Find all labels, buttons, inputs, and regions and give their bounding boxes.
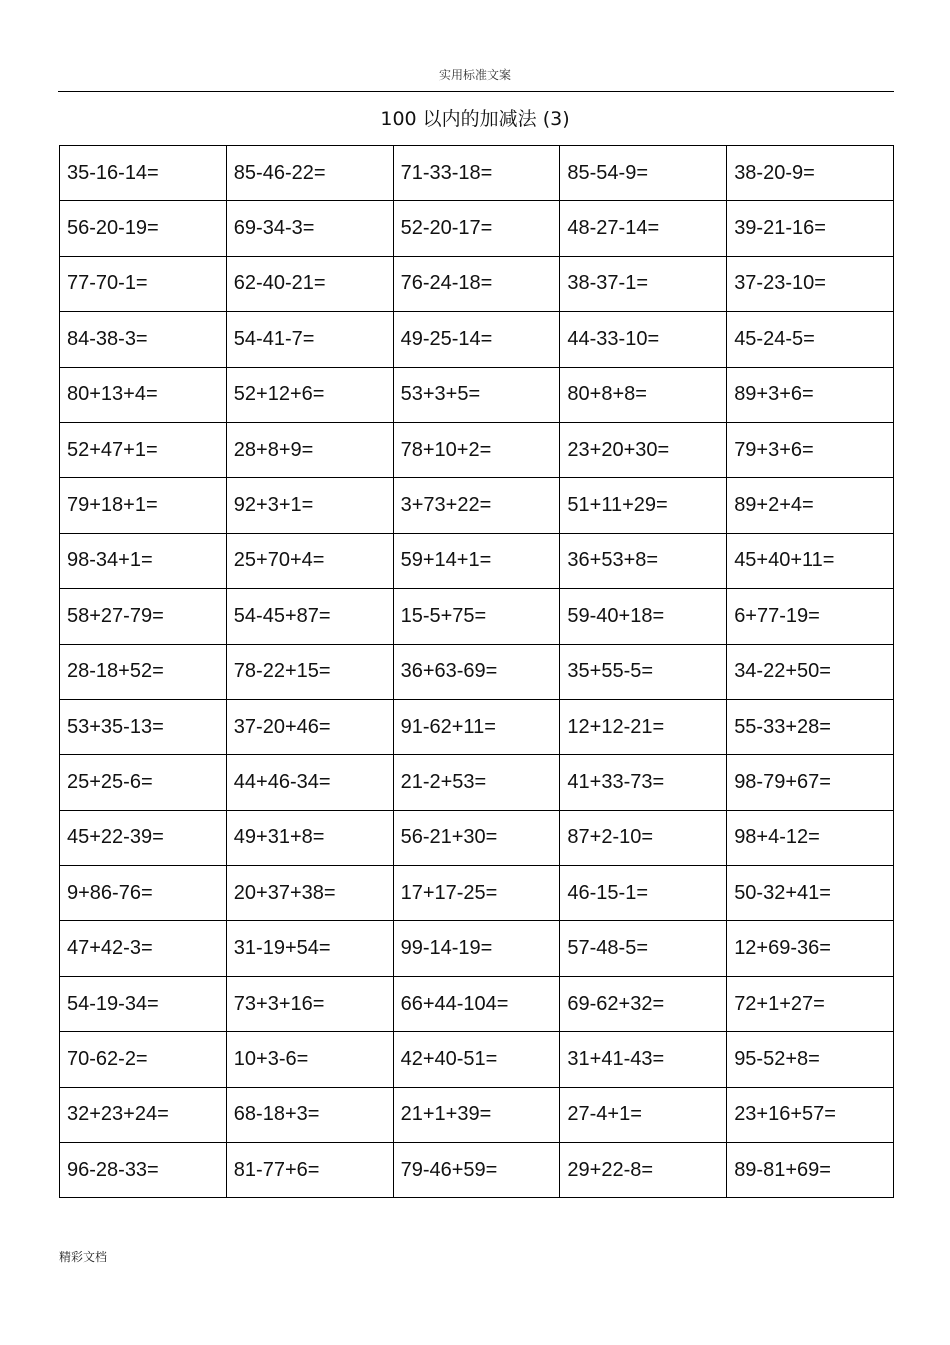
problem-cell: 23+20+30= bbox=[560, 422, 727, 477]
problem-cell: 42+40-51= bbox=[393, 1032, 560, 1087]
problem-cell: 46-15-1= bbox=[560, 866, 727, 921]
page-footer: 精彩文档 bbox=[59, 1250, 108, 1264]
problem-cell: 56-21+30= bbox=[393, 810, 560, 865]
problem-cell: 45-24-5= bbox=[727, 312, 894, 367]
table-row bbox=[60, 1143, 894, 1198]
table-row bbox=[60, 201, 894, 256]
problem-cell: 96-28-33= bbox=[60, 1143, 227, 1198]
table-row bbox=[60, 976, 894, 1031]
problem-cell: 37-23-10= bbox=[727, 256, 894, 311]
problem-cell: 34-22+50= bbox=[727, 644, 894, 699]
problem-cell: 35+55-5= bbox=[560, 644, 727, 699]
problem-cell: 84-38-3= bbox=[60, 312, 227, 367]
problem-cell: 49+31+8= bbox=[226, 810, 393, 865]
problem-cell: 32+23+24= bbox=[60, 1087, 227, 1142]
problem-cell: 52+47+1= bbox=[60, 422, 227, 477]
page-header: 实用标准文案 bbox=[438, 68, 511, 82]
table-row bbox=[60, 810, 894, 865]
problem-cell: 57-48-5= bbox=[560, 921, 727, 976]
problem-cell: 36+53+8= bbox=[560, 533, 727, 588]
problem-cell: 81-77+6= bbox=[226, 1143, 393, 1198]
problem-cell: 31-19+54= bbox=[226, 921, 393, 976]
problem-cell: 35-16-14= bbox=[60, 146, 227, 201]
problem-cell: 59-40+18= bbox=[560, 589, 727, 644]
header-divider bbox=[58, 91, 894, 92]
problem-cell: 29+22-8= bbox=[560, 1143, 727, 1198]
problem-cell: 12+69-36= bbox=[727, 921, 894, 976]
problem-cell: 27-4+1= bbox=[560, 1087, 727, 1142]
problem-cell: 54-19-34= bbox=[60, 976, 227, 1031]
problem-cell: 89-81+69= bbox=[727, 1143, 894, 1198]
table-row bbox=[60, 256, 894, 311]
table-row bbox=[60, 478, 894, 533]
table-row bbox=[60, 866, 894, 921]
problem-cell: 39-21-16= bbox=[727, 201, 894, 256]
problem-cell: 66+44-104= bbox=[393, 976, 560, 1031]
problem-cell: 52-20-17= bbox=[393, 201, 560, 256]
problem-cell: 9+86-76= bbox=[60, 866, 227, 921]
problem-cell: 78-22+15= bbox=[226, 644, 393, 699]
table-row bbox=[60, 589, 894, 644]
problem-cell: 69-34-3= bbox=[226, 201, 393, 256]
problem-cell: 89+2+4= bbox=[727, 478, 894, 533]
problem-table-body bbox=[60, 146, 894, 1198]
problem-cell: 15-5+75= bbox=[393, 589, 560, 644]
problem-cell: 54-45+87= bbox=[226, 589, 393, 644]
problem-cell: 95-52+8= bbox=[727, 1032, 894, 1087]
problem-cell: 28+8+9= bbox=[226, 422, 393, 477]
problem-cell: 85-54-9= bbox=[560, 146, 727, 201]
problem-cell: 89+3+6= bbox=[727, 367, 894, 422]
problem-cell: 73+3+16= bbox=[226, 976, 393, 1031]
table-row bbox=[60, 146, 894, 201]
problem-cell: 71-33-18= bbox=[393, 146, 560, 201]
problem-cell: 55-33+28= bbox=[727, 699, 894, 754]
problem-cell: 77-70-1= bbox=[60, 256, 227, 311]
table-row bbox=[60, 367, 894, 422]
table-row bbox=[60, 644, 894, 699]
problem-cell: 21-2+53= bbox=[393, 755, 560, 810]
problem-cell: 45+22-39= bbox=[60, 810, 227, 865]
problem-cell: 98+4-12= bbox=[727, 810, 894, 865]
problem-cell: 25+70+4= bbox=[226, 533, 393, 588]
problem-cell: 76-24-18= bbox=[393, 256, 560, 311]
problem-cell: 58+27-79= bbox=[60, 589, 227, 644]
problem-cell: 47+42-3= bbox=[60, 921, 227, 976]
problem-cell: 3+73+22= bbox=[393, 478, 560, 533]
problem-table bbox=[59, 145, 894, 1198]
problem-cell: 80+13+4= bbox=[60, 367, 227, 422]
problem-cell: 56-20-19= bbox=[60, 201, 227, 256]
document-title: 100 以内的加减法 (3) bbox=[380, 108, 570, 130]
problem-cell: 44-33-10= bbox=[560, 312, 727, 367]
problem-cell: 78+10+2= bbox=[393, 422, 560, 477]
problem-cell: 49-25-14= bbox=[393, 312, 560, 367]
table-row bbox=[60, 533, 894, 588]
table-row bbox=[60, 1032, 894, 1087]
problem-cell: 99-14-19= bbox=[393, 921, 560, 976]
table-row bbox=[60, 422, 894, 477]
problem-cell: 48-27-14= bbox=[560, 201, 727, 256]
problem-cell: 80+8+8= bbox=[560, 367, 727, 422]
problem-cell: 45+40+11= bbox=[727, 533, 894, 588]
table-row bbox=[60, 755, 894, 810]
problem-cell: 70-62-2= bbox=[60, 1032, 227, 1087]
problem-cell: 50-32+41= bbox=[727, 866, 894, 921]
problem-cell: 6+77-19= bbox=[727, 589, 894, 644]
problem-cell: 68-18+3= bbox=[226, 1087, 393, 1142]
problem-cell: 53+3+5= bbox=[393, 367, 560, 422]
table-row bbox=[60, 1087, 894, 1142]
problem-cell: 72+1+27= bbox=[727, 976, 894, 1031]
table-row bbox=[60, 699, 894, 754]
problem-cell: 36+63-69= bbox=[393, 644, 560, 699]
problem-cell: 79+3+6= bbox=[727, 422, 894, 477]
problem-cell: 53+35-13= bbox=[60, 699, 227, 754]
problem-cell: 59+14+1= bbox=[393, 533, 560, 588]
problem-cell: 21+1+39= bbox=[393, 1087, 560, 1142]
problem-cell: 91-62+11= bbox=[393, 699, 560, 754]
problem-cell: 79+18+1= bbox=[60, 478, 227, 533]
problem-cell: 31+41-43= bbox=[560, 1032, 727, 1087]
problem-cell: 85-46-22= bbox=[226, 146, 393, 201]
problem-cell: 41+33-73= bbox=[560, 755, 727, 810]
problem-cell: 62-40-21= bbox=[226, 256, 393, 311]
problem-cell: 69-62+32= bbox=[560, 976, 727, 1031]
problem-cell: 10+3-6= bbox=[226, 1032, 393, 1087]
problem-cell: 79-46+59= bbox=[393, 1143, 560, 1198]
problem-cell: 98-79+67= bbox=[727, 755, 894, 810]
problem-cell: 54-41-7= bbox=[226, 312, 393, 367]
problem-cell: 28-18+52= bbox=[60, 644, 227, 699]
problem-cell: 12+12-21= bbox=[560, 699, 727, 754]
problem-cell: 20+37+38= bbox=[226, 866, 393, 921]
problem-cell: 92+3+1= bbox=[226, 478, 393, 533]
problem-cell: 98-34+1= bbox=[60, 533, 227, 588]
problem-cell: 38-20-9= bbox=[727, 146, 894, 201]
problem-cell: 51+11+29= bbox=[560, 478, 727, 533]
problem-cell: 37-20+46= bbox=[226, 699, 393, 754]
table-row bbox=[60, 312, 894, 367]
problem-cell: 25+25-6= bbox=[60, 755, 227, 810]
problem-cell: 23+16+57= bbox=[727, 1087, 894, 1142]
problem-cell: 87+2-10= bbox=[560, 810, 727, 865]
problem-cell: 38-37-1= bbox=[560, 256, 727, 311]
problem-cell: 52+12+6= bbox=[226, 367, 393, 422]
problem-cell: 17+17-25= bbox=[393, 866, 560, 921]
table-row bbox=[60, 921, 894, 976]
problem-cell: 44+46-34= bbox=[226, 755, 393, 810]
